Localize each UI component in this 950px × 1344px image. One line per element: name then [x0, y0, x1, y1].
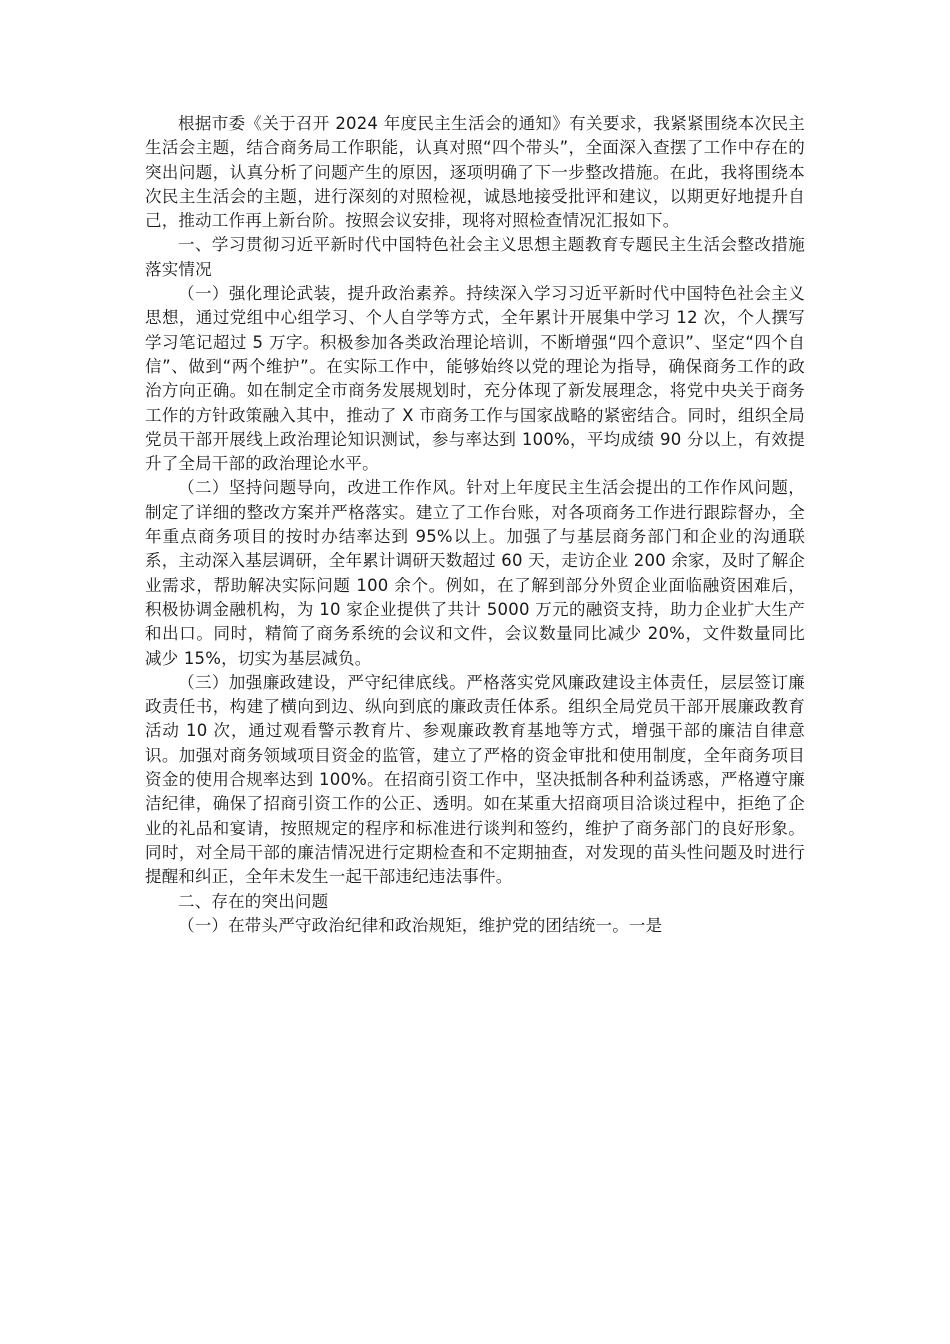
section-heading-2: 二、存在的突出问题	[178, 891, 329, 911]
section-heading-1: 一、学习贯彻习近平新时代中国特色社会主义思想主题教育专题民主生活会整改措施落实情况	[145, 235, 805, 279]
intro-paragraph: 根据市委《关于召开 2024 年度民主生活会的通知》有关要求，我紧紧围绕本次民主生活会主题，结合商务局工作职能，认真对照“四个带头”，全面深入查摆了工作中存在的突出问题，认真分析了问题产生的原因，逐项明确了下一步整改措施。在此，我将围绕本次民主生活会的主题，进行深刻的对照检视，诚恳地接受批评和建议，以期更好地提升自己，推动工作再上新台阶。按照会议安排，现将对照检查情况汇报如下。	[145, 114, 805, 231]
document-body	[145, 112, 805, 938]
subsection-paragraph-4: （一）在带头严守政治纪律和政治规矩，维护党的团结统一。一是	[178, 915, 663, 935]
subsection-paragraph-1: （一）强化理论武装，提升政治素养。持续深入学习习近平新时代中国特色社会主义思想，通过党组中心组学习、个人自学等方式，全年累计开展集中学习 12 次，个人撰写学习笔记超过 5 万字。积极参加各类政治理论培训，不断增强“四个意识”、坚定“四个自信”、做到“两个维护”。在实际工作中，能够始终以党的理论为指导，确保商务工作的政治方向正确。如在制定全市商务发展规划时，充分体现了新发展理念，将党中央关于商务工作的方针政策融入其中，推动了 X 市商务工作与国家战略的紧密结合。同时，组织全局党员干部开展线上政治理论知识测试，参与率达到 100%，平均成绩 90 分以上，有效提升了全局干部的政治理论水平。	[145, 284, 805, 474]
subsection-paragraph-3: （三）加强廉政建设，严守纪律底线。严格落实党风廉政建设主体责任，层层签订廉政责任书，构建了横向到边、纵向到底的廉政责任体系。组织全局党员干部开展廉政教育活动 10 次，通过观看警示教育片、参观廉政教育基地等方式，增强干部的廉洁自律意识。加强对商务领域项目资金的监管，建立了严格的资金审批和使用制度，全年商务项目资金的使用合规率达到 100%。在招商引资工作中，坚决抵制各种利益诱惑，严格遵守廉洁纪律，确保了招商引资工作的公正、透明。如在某重大招商项目洽谈过程中，拒绝了企业的礼品和宴请，按照规定的程序和标准进行谈判和签约，维护了商务部门的良好形象。同时，对全局干部的廉洁情况进行定期检查和不定期抽查，对发现的苗头性问题及时进行提醒和纠正，全年未发生一起干部违纪违法事件。	[145, 672, 805, 887]
subsection-paragraph-2: （二）坚持问题导向，改进工作作风。针对上年度民主生活会提出的工作作风问题，制定了详细的整改方案并严格落实。建立了工作台账，对各项商务工作进行跟踪督办，全年重点商务项目的按时办结率达到 95%以上。加强了与基层商务部门和企业的沟通联系，主动深入基层调研，全年累计调研天数超过 60 天，走访企业 200 余家，及时了解企业需求，帮助解决实际问题 100 余个。例如，在了解到部分外贸企业面临融资困难后，积极协调金融机构，为 10 家企业提供了共计 5000 万元的融资支持，助力企业扩大生产和出口。同时，精简了商务系统的会议和文件，会议数量同比减少 20%，文件数量同比减少 15%，切实为基层减负。	[145, 478, 805, 668]
